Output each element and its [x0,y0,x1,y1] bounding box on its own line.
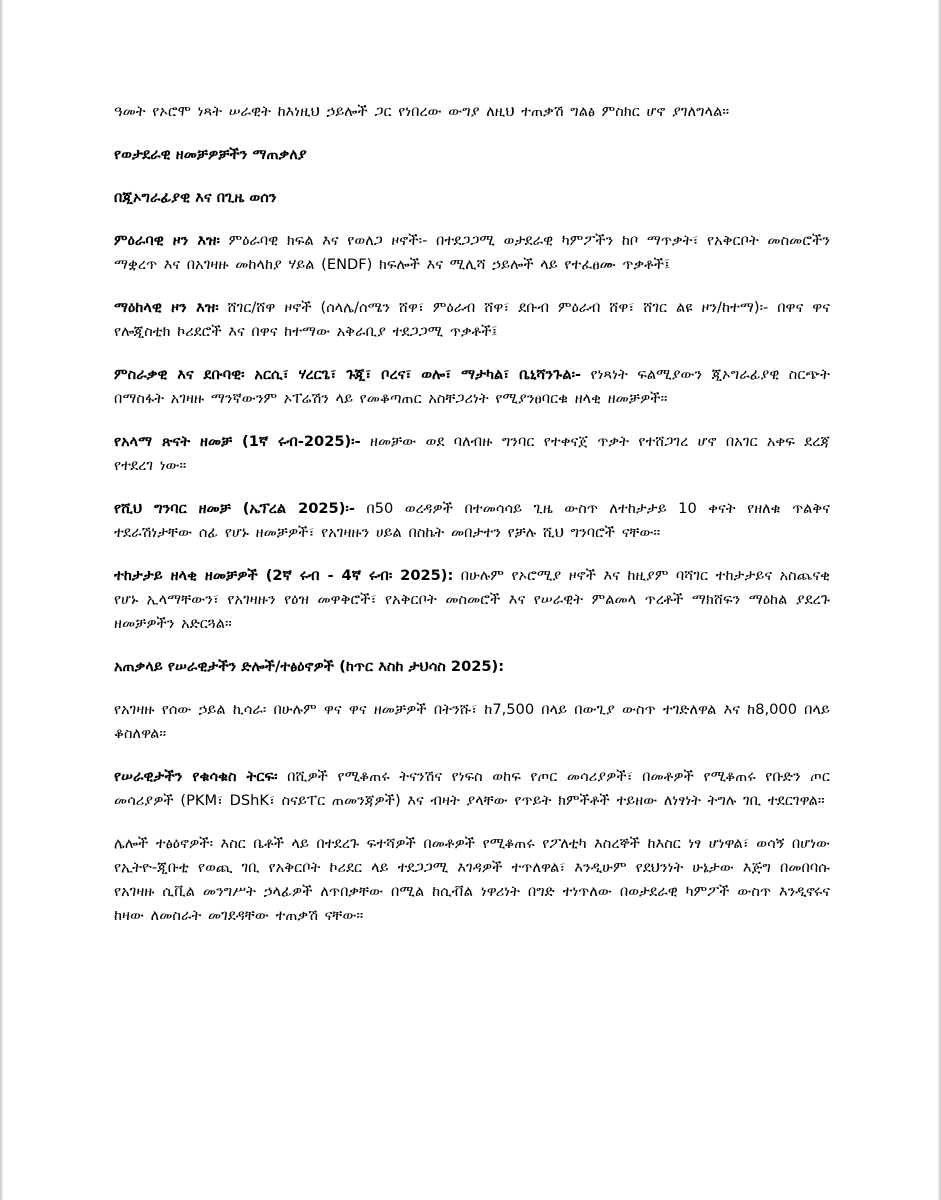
shih-campaign-text: በ50 ወረዳዎች በተመሳሳይ ጊዜ ውስጥ ለተከታታይ 10 ቀናት የዘለቁ ጥልቅና ተደራሽነታቸው ሰፊ የሆኑ ዘመቻዎች፣ የአገዛዙን ሀይል በስኬት መበታተን የቻሉ ሺህ ግንባሮች ናቸው። [114,500,830,541]
western-zone-paragraph [114,229,830,277]
successive-campaigns-paragraph [114,564,830,636]
alama-campaign-text: ዘመቻው ወደ ባለብዙ ግንባር የተቀናጀ ጥቃት የተሸጋገረ ሆኖ በአገር አቀፍ ደረጃ የተደረገ ነው። [114,433,830,474]
eastern-southern-lead: ምስራቃዊ እና ደቡባዊ፡ አርሲ፣ ሃረርጌ፣ ጉጂ፣ ቦረና፣ ወሎ፣ ማታካል፣ ቤኒሻንጉል፡- [114,366,582,383]
casualties-paragraph: የአገዛዙ የሰው ኃይል ኪሳራ፡ በሁሉም ዋና ዋና ዘመቻዎች በትንሹ፣ ከ7,500 በላይ በውጊያ ውስጥ ተገድለዋል እና ከ8,000 በላይ ቆስለዋል። [114,701,830,742]
successive-campaigns-lead: ተከታታይ ዘላቂ ዘመቻዎች (2ኛ ሩብ - 4ኛ ሩብ፡ 2025): [114,567,454,584]
alama-campaign-paragraph [114,430,830,478]
alama-campaign-lead: የአላማ ጽናት ዘመቻ (1ኛ ሩብ-2025)፡- [114,433,361,450]
eastern-southern-paragraph [114,363,830,411]
page-left-edge [0,0,3,1200]
central-zone-paragraph [114,296,830,344]
shih-campaign-lead: የሺህ ግንባር ዘመቻ (ኤፕረል 2025)፡- [114,500,355,517]
central-zone-text: ሸገር/ሸዋ ዞኖች (ሰላሌ/ሰሜን ሸዋ፣ ምዕራብ ሸዋ፣ ደቡብ ምዕራብ ሸዋ፣ ሸገር ልዩ ዞን/ከተማ)፡- በዋና ዋና የሎጂስቲክ ኮሪደሮች እና በዋና ከተማው አቅራቢያ ተደጋጋሚ ጥቃቶች፤ [114,299,830,340]
section-heading-geography: በጂኦግራፊያዊ እና በጊዜ ወሰን [114,189,277,206]
arms-captured-paragraph [114,765,830,813]
intro-paragraph: ዓመት የኦሮሞ ነጻት ሠራዊት ከእነዚህ ኃይሎች ጋር የነበረው ውግያ ለዚህ ተጠቃሽ ግልፅ ምስክር ሆኖ ያገለግላል። [114,103,730,120]
section-heading-summary: የወታደራዊ ዘመቻዎቻችን ማጠቃለያ [114,146,307,163]
section-heading-victories: አጠቃላይ የሠራዊታችን ድሎች/ተፅዕኖዎች (ከጥር እስከ ታህሳስ 2025): [114,658,505,675]
successive-campaigns-text: በሁሉም የኦሮሚያ ዞኖች እና ከዚያም ባሻገር ተከታታይና አስጨናቂ የሆኑ ኢላማቸውን፣ የአገዛዙን የዕዝ መዋቅሮች፣ የአቅርቦት መስመሮች እና የሠራዊት ምልመላ ጥረቶች ማክሸፍን ማዕከል ያደረጉ ዘመቻዎችን አድርጓል። [114,567,830,632]
document-page [114,100,830,947]
eastern-southern-text: የነጻነት ፍልሚያውን ጂኦግራፊያዊ ስርጭት በማስፋት አገዛዙ ማንኛውንም ኦፐሬሽን ላይ የመቆጣጠር አስቸጋሪነት የሚያንፀባርቁ ዘላቂ ዘመቻዎች። [114,366,830,407]
shih-campaign-paragraph [114,497,830,545]
western-zone-text: ምዕራባዊ ክፍል እና የወለጋ ዞኖች፡- በተደጋጋሚ ወታደራዊ ካምፖችን ከቦ ማጥቃት፣ የአቅርቦት መስመሮችን ማቋረጥ እና በአገዛዙ መከላከያ ሃይል (ENDF) ክፍሎች እና ሚሊሻ ኃይሎች ላይ የተፈፀሙ ጥቃቶች፤ [114,232,831,273]
arms-captured-lead: የሠራዊታችን የቁሳቁስ ትርፍ፡ [114,768,278,785]
other-effects-paragraph: ሌሎች ተፅዕኖዎች፡ እስር ቤቶች ላይ በተደረጉ ፍተሻዎች በመቶዎች የሚቆጠሩ የፖለቲካ እስረኞች ከእስር ነፃ ሆነዋል፣ ወሳኝ በሆነው የኢትዮ-ጂቡቲ የወጪ ገቢ የአቅርቦት ኮሪደር ላይ ተደጋጋሚ እገዳዎች ተጥለዋል፣ እንዲሁም የደህንነት ሁኔታው እጅግ በመበባሱ የአገዛዙ ሲቪል መንግሥት ኃላፊዎች ለጥበቃቸው በሚል ከሲቭል ነዋሪነት በግድ ተነጥለው በወታደራዊ ካምፖች ውስጥ እንዲኖሩና ከዛው ለመስራት መገደዳቸው ተጠቃሽ ናቸው። [114,835,830,924]
central-zone-lead: ማዕከላዊ ዞን እዝ፡ [114,299,219,316]
arms-captured-text: በሺዎች የሚቆጠሩ ትናንሽና የነፍስ ወከፍ የጦር መሳሪያዎች፣ በመቶዎች የሚቆጠሩ የቡድን ጦር መሳሪያዎች (PKM፣ DShK፣ ስናይፐር ጠመንጃዎች) እና ብዛት ያላቸው የጥይት ክምችቶች ተይዘው ለነፃነት ትግሉ ገቢ ተደርገዋል። [114,768,830,809]
western-zone-lead: ምዕራባዊ ዞን እዝ፡ [114,232,220,249]
